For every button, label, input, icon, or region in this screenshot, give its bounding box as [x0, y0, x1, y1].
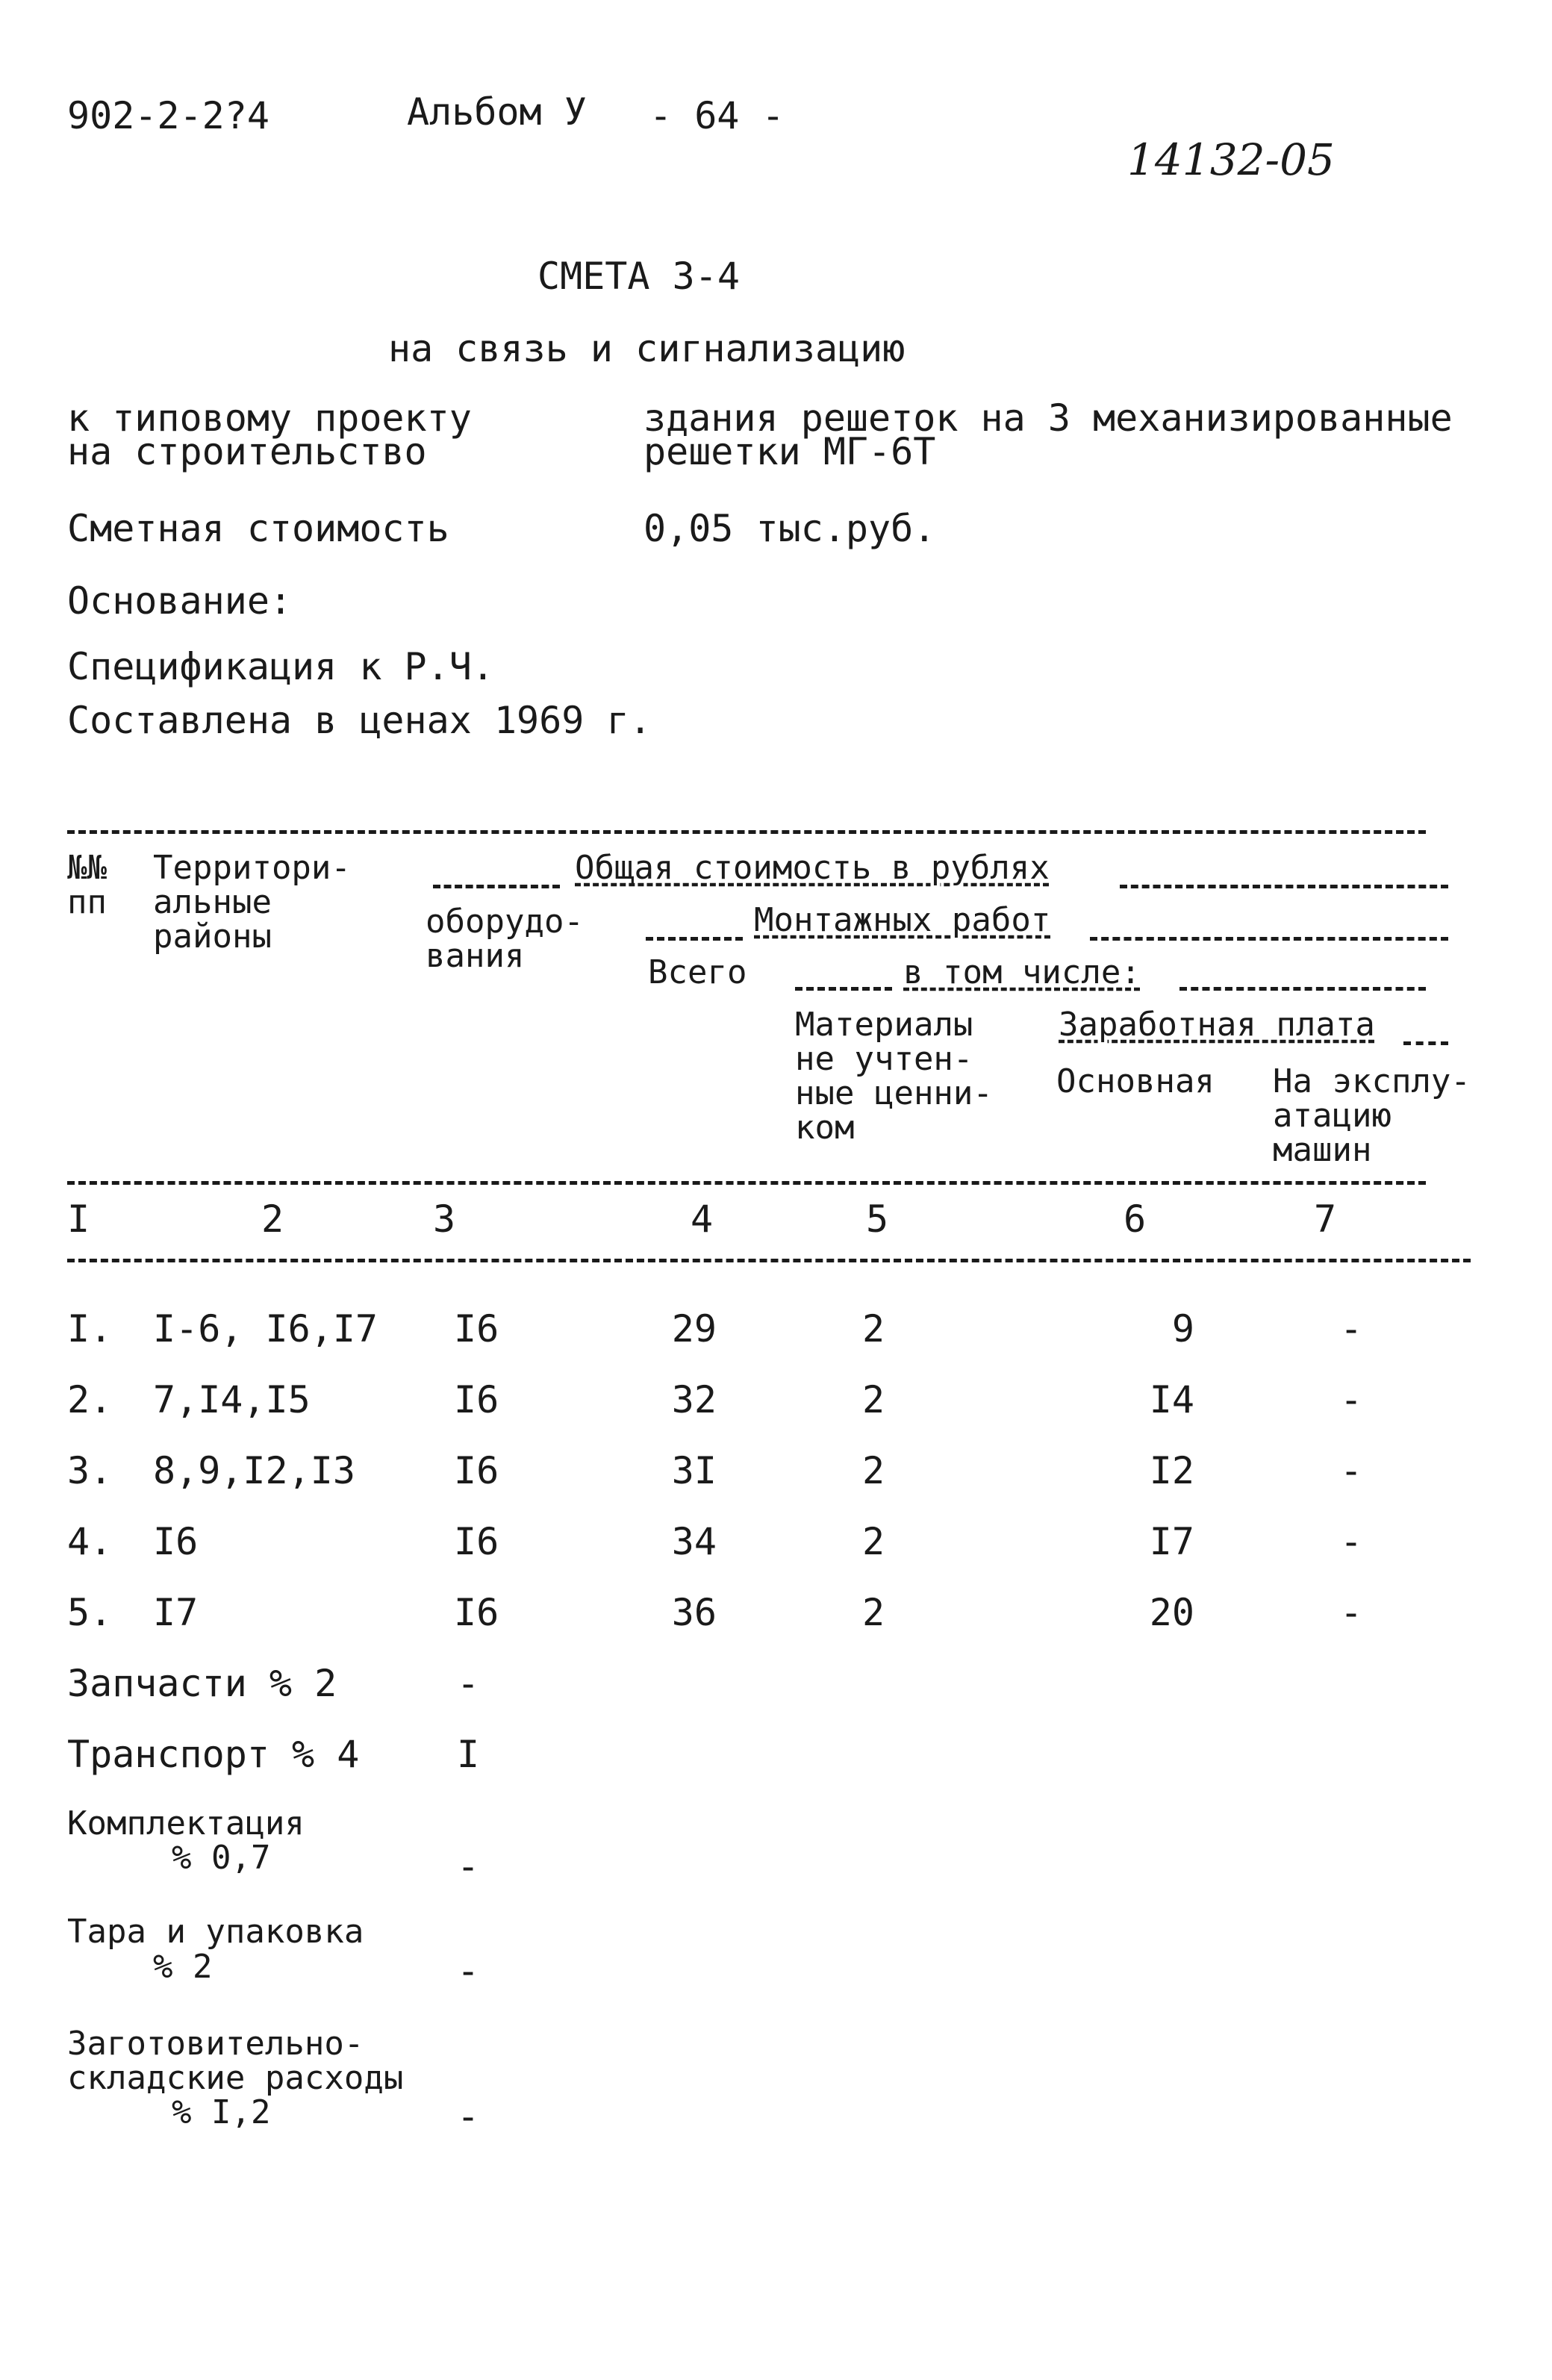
column-number: 7	[1314, 1197, 1337, 1241]
cost-label: Сметная стоимость	[67, 507, 449, 550]
spare-parts-label: Запчасти % 2	[67, 1662, 337, 1705]
header-materials-3: ные ценни-	[795, 1074, 993, 1112]
row-equipment: I6	[454, 1449, 499, 1492]
column-number: 5	[866, 1197, 889, 1241]
row-region: 7,I4,I5	[153, 1378, 311, 1421]
row-num: 4.	[67, 1520, 113, 1563]
page-number: - 64 -	[649, 94, 785, 137]
header-region-3: районы	[153, 918, 272, 956]
transport-value: I	[457, 1733, 480, 1776]
row-wage-machines: -	[1339, 1307, 1363, 1351]
header-materials-2: не учтен-	[795, 1040, 973, 1078]
row-total: 34	[671, 1520, 717, 1563]
packaging-label-1: Тара и упаковка	[67, 1913, 364, 1951]
row-wage-machines: -	[1339, 1520, 1363, 1563]
transport-label: Транспорт % 4	[67, 1733, 360, 1776]
header-region-2: альные	[153, 883, 272, 921]
header-num-2: пп	[67, 883, 107, 921]
document-subject: на связь и сигнализацию	[388, 327, 906, 370]
basis-prices: Составлена в ценах 1969 г.	[67, 699, 652, 742]
row-equipment: I6	[454, 1591, 499, 1634]
spare-parts-value: -	[457, 1662, 480, 1705]
header-wage-basic: Основная	[1056, 1062, 1215, 1100]
basis-label: Основание:	[67, 579, 293, 623]
completion-label-2: % 0,7	[172, 1839, 271, 1877]
warehouse-label-2: складские расходы	[67, 2059, 404, 2097]
header-install: Монтажных работ	[754, 901, 1051, 939]
project-code: 902-2-2?4	[67, 94, 269, 137]
row-wage-basic: I2	[1149, 1449, 1194, 1492]
rule-total-right	[1120, 885, 1448, 888]
rule-total-left	[433, 885, 560, 888]
header-bottom-rule	[67, 1181, 1426, 1185]
row-total: 32	[671, 1378, 717, 1421]
header-num-1: №№	[67, 849, 107, 887]
table-top-rule	[67, 830, 1426, 834]
header-wage-machines-1: На эксплу-	[1273, 1062, 1471, 1100]
completion-label-1: Комплектация	[67, 1804, 305, 1842]
project-label-1: к типовому проекту	[67, 396, 472, 440]
warehouse-label-3: % I,2	[172, 2093, 271, 2131]
column-number: 4	[691, 1197, 714, 1241]
row-region: 8,9,I2,I3	[153, 1449, 355, 1492]
row-equipment: I6	[454, 1520, 499, 1563]
project-value-1: здания решеток на 3 механизированные	[643, 396, 1453, 440]
header-equipment-2: вания	[426, 937, 525, 975]
row-equipment: I6	[454, 1307, 499, 1351]
project-value-2: решетки МГ-6Т	[643, 430, 936, 473]
header-wage-machines-2: атацию	[1273, 1097, 1391, 1135]
header-materials-1: Материалы	[795, 1006, 973, 1044]
row-wage-basic: I4	[1149, 1378, 1194, 1421]
column-numbers-rule	[67, 1259, 1471, 1262]
row-num: 5.	[67, 1591, 113, 1634]
row-wage-machines: -	[1339, 1449, 1363, 1492]
row-materials: 2	[861, 1520, 885, 1563]
row-region: I6	[153, 1520, 199, 1563]
row-materials: 2	[861, 1449, 885, 1492]
column-number: 6	[1124, 1197, 1147, 1241]
rule-including-left	[795, 987, 892, 991]
completion-value: -	[457, 1845, 480, 1888]
rule-wages-right	[1403, 1041, 1448, 1045]
handwritten-code: 14132-05	[1127, 134, 1335, 185]
header-wage-machines-3: машин	[1273, 1131, 1372, 1169]
row-equipment: I6	[454, 1378, 499, 1421]
header-all: Всего	[648, 953, 747, 991]
rule-including-right	[1179, 987, 1426, 991]
warehouse-label-1: Заготовительно-	[67, 2025, 364, 2063]
header-equipment-1: оборудо-	[426, 903, 584, 941]
header-including: в том числе:	[903, 953, 1141, 991]
album-label: Альбом У	[407, 90, 587, 134]
project-label-2: на строительство	[67, 430, 427, 473]
row-region: I-6, I6,I7	[153, 1307, 378, 1351]
packaging-value: -	[457, 1949, 480, 1993]
rule-install-left	[646, 937, 743, 941]
warehouse-value: -	[457, 2095, 480, 2138]
row-materials: 2	[861, 1591, 885, 1634]
row-wage-machines: -	[1339, 1378, 1363, 1421]
row-materials: 2	[861, 1378, 885, 1421]
row-wage-basic: 9	[1171, 1307, 1194, 1351]
row-wage-machines: -	[1339, 1591, 1363, 1634]
header-materials-4: ком	[795, 1109, 855, 1147]
row-total: 29	[671, 1307, 717, 1351]
row-num: I.	[67, 1307, 113, 1351]
column-number: 2	[261, 1197, 284, 1241]
column-number: 3	[433, 1197, 456, 1241]
basis-spec: Спецификация к Р.Ч.	[67, 645, 494, 688]
row-total: 3I	[671, 1449, 717, 1492]
document-title: СМЕТА 3-4	[537, 255, 740, 298]
row-num: 2.	[67, 1378, 113, 1421]
row-wage-basic: 20	[1149, 1591, 1194, 1634]
cost-value: 0,05 тыс.руб.	[643, 507, 936, 550]
row-wage-basic: I7	[1149, 1520, 1194, 1563]
header-region-1: Территори-	[153, 849, 351, 887]
column-number: I	[67, 1197, 90, 1241]
row-region: I7	[153, 1591, 199, 1634]
rule-install-right	[1090, 937, 1448, 941]
packaging-label-2: % 2	[153, 1948, 213, 1986]
row-total: 36	[671, 1591, 717, 1634]
row-materials: 2	[861, 1307, 885, 1351]
header-wages: Заработная плата	[1059, 1006, 1375, 1044]
row-num: 3.	[67, 1449, 113, 1492]
header-total: Общая стоимость в рублях	[575, 849, 1050, 887]
